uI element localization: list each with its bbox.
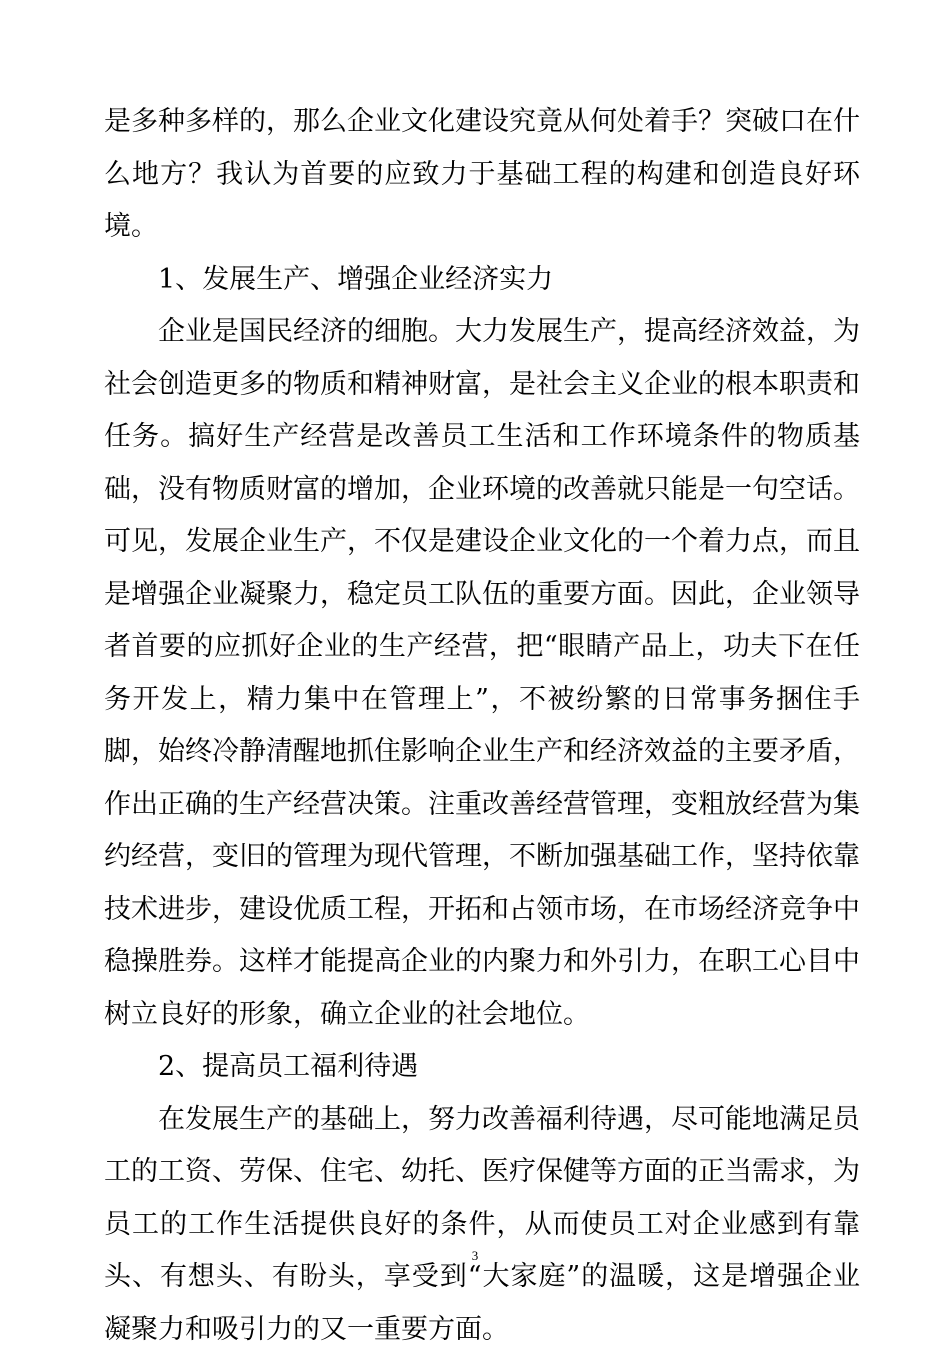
section-heading-2: 2、提高员工福利待遇 [104,1041,860,1094]
section-body-2: 在发展生产的基础上，努力改善福利待遇，尽可能地满足员工的工资、劳保、住宅、幼托、医疗保健等方面的正当需求，为员工的工作生活提供良好的条件，从而使员工对企业感到有靠头、有想头、有盼头，享受到“大家庭”的温暖，这是增强企业凝聚力和吸引力的又一重要方面。 [104,1094,860,1356]
intro-paragraph: 是多种多样的，那么企业文化建设究竟从何处着手？突破口在什么地方？我认为首要的应致力于基础工程的构建和创造良好环境。 [104,96,860,254]
page-number: 3 [0,1248,950,1264]
section-heading-1: 1、发展生产、增强企业经济实力 [104,254,860,307]
section-body-1: 企业是国民经济的细胞。大力发展生产，提高经济效益，为社会创造更多的物质和精神财富，是社会主义企业的根本职责和任务。搞好生产经营是改善员工生活和工作环境条件的物质基础，没有物质财富的增加，企业环境的改善就只能是一句空话。可见，发展企业生产，不仅是建设企业文化的一个着力点，而且是增强企业凝聚力，稳定员工队伍的重要方面。因此，企业领导者首要的应抓好企业的生产经营，把“眼睛产品上，功夫下在任务开发上，精力集中在管理上”，不被纷繁的日常事务捆住手脚，始终冷静清醒地抓住影响企业生产和经济效益的主要矛盾，作出正确的生产经营决策。注重改善经营管理，变粗放经营为集约经营，变旧的管理为现代管理，不断加强基础工作，坚持依靠技术进步，建设优质工程，开拓和占领市场，在市场经济竞争中稳操胜券。这样才能提高企业的内聚力和外引力，在职工心目中树立良好的形象，确立企业的社会地位。 [104,306,860,1041]
document-body [104,96,860,1356]
